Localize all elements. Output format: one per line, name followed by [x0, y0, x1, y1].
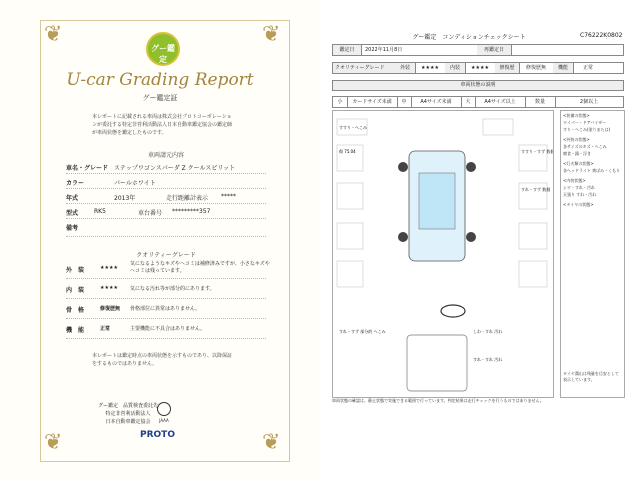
size-mid-desc: A4サイズ未満	[411, 97, 462, 107]
vehicle-year-row	[66, 190, 266, 204]
mileage-value: *****	[221, 193, 236, 200]
function-value: 正常	[582, 65, 593, 71]
grade-label: 内 装	[66, 287, 85, 294]
corner-flourish-bottom-right: ❦	[262, 430, 281, 455]
grade-label: 機 能	[66, 327, 85, 334]
legend-item: <外装の状態>	[563, 137, 590, 142]
model-label: 型式	[66, 210, 79, 217]
sheet-id: C76222K0802	[580, 32, 623, 39]
year-label: 年式	[66, 195, 79, 202]
vehicle-color-row	[66, 175, 266, 189]
recheck-label: 再鑑定日	[477, 45, 512, 55]
spacer	[66, 306, 266, 319]
report-subtitle: グー鑑定証	[142, 94, 178, 102]
color-value: パールホワイト	[114, 180, 156, 187]
parts-label: 数量	[525, 97, 556, 107]
legend-item: ワイパー・ドアバイザー	[563, 120, 607, 125]
corner-flourish-top-right: ❦	[262, 22, 281, 47]
legend-item: 腐食・錆・浮き	[563, 151, 591, 156]
exterior-label: 外装	[395, 63, 416, 73]
car-roof	[419, 173, 455, 229]
legend-item: <タイヤの状態>	[563, 202, 594, 207]
corner-flourish-bottom-left: ❦	[44, 430, 63, 455]
diagram-label: すすり・へこみ	[339, 125, 368, 130]
diagram-label: すれ・すず 部分的 へこみ	[339, 329, 386, 334]
quality-section-title: クオリティーグレード	[136, 252, 196, 259]
size-small-desc: カードサイズ未満	[347, 97, 398, 107]
year-value: 2013年	[114, 195, 136, 202]
diagram-label: すれ・すれ 汚れ	[473, 357, 503, 362]
diagram-label: すすり・すず 数個	[521, 149, 553, 154]
grade-stars: ★★★★	[100, 285, 118, 291]
goo-badge-icon	[146, 32, 180, 66]
wheel-rear-left-icon	[398, 232, 408, 242]
date-row	[332, 44, 624, 56]
size-row	[332, 96, 624, 108]
report-title: U-car Grading Report	[66, 70, 254, 90]
grade-desc: 気になる汚れ等が部分的にあります。	[130, 286, 215, 292]
grade-desc: 骨格部位に異常はありません。	[130, 306, 201, 312]
legend-item: 各サイズのキズ・へこみ	[563, 144, 607, 149]
check-sheet-panel	[324, 0, 640, 480]
grade-stars: 正常	[100, 326, 111, 332]
legend-item: 天張り すれ・汚れ	[563, 192, 597, 197]
sheet-title: グー鑑定 コンディションチェックシート	[412, 34, 526, 41]
function-label: 機能	[553, 63, 574, 73]
callout-box	[483, 119, 513, 135]
vehicle-name-row	[66, 160, 266, 174]
callout-box	[519, 223, 547, 249]
callout-box	[337, 183, 363, 209]
callout-box	[337, 261, 363, 287]
interior-value: ★★★★	[465, 63, 496, 73]
legend-item: <装備の状態>	[563, 113, 590, 118]
disclaimer-note: 本レポートは鑑定時点の車両状態を示すものであり、以降保証をするものではありません。	[92, 353, 233, 367]
legend-panel	[560, 110, 625, 398]
size-mid: 中	[397, 97, 412, 107]
corner-flourish-top-left: ❦	[44, 22, 63, 47]
chassis-label: 車台番号	[138, 210, 163, 217]
legend-item: <灯火類の状態>	[563, 161, 594, 166]
chassis-value: *********357	[172, 208, 211, 215]
grade-row-exterior	[66, 260, 270, 279]
interior-label: 内装	[445, 63, 466, 73]
proto-logo: PROTO	[140, 430, 175, 440]
grade-label: 外 装	[66, 267, 85, 274]
grade-row-interior	[66, 280, 266, 299]
legend-item: <内装状態>	[563, 178, 586, 183]
size-small: 小	[333, 97, 348, 107]
exterior-value: ★★★★	[415, 63, 446, 73]
steering-wheel-icon	[441, 305, 465, 317]
date-label: 鑑定日	[333, 45, 362, 55]
grade-row-function	[66, 320, 266, 339]
quality-row	[332, 62, 624, 74]
name-label: 車名・グレード	[66, 165, 109, 172]
status-section-title: 車両状態の説明	[332, 80, 624, 91]
color-label: カラー	[66, 180, 85, 187]
diagram-label: 傷 75.04	[339, 149, 356, 154]
legend-item: 各ヘッドライト 黄ばみ・くもり	[563, 168, 621, 173]
legend-item: すり・へこみ(塗りまたは)	[563, 127, 611, 132]
grade-desc: 主要機能に不具合はありません。	[130, 326, 206, 332]
mileage-label: 走行距離計表示	[166, 195, 209, 202]
car-diagram-svg	[333, 111, 553, 397]
vehicle-model-row	[66, 205, 266, 219]
diagram-label: しわ・すれ 汚れ	[473, 329, 503, 334]
repair-value: 修復歴無	[519, 63, 554, 73]
badge-text: グー鑑定	[151, 44, 175, 64]
grade-label: 骨 格	[66, 307, 85, 314]
parts-value: 2個以上	[579, 99, 599, 105]
date-value: 2022年11月8日	[361, 45, 478, 55]
jaaa-label: JAAA	[159, 418, 169, 423]
wheel-rear-right-icon	[466, 232, 476, 242]
legend-item: シワ・すれ・汚れ	[563, 185, 595, 190]
repair-label: 修復歴	[495, 63, 520, 73]
vehicle-diagram	[332, 110, 554, 398]
intro-text: 本レポートに記載される車両は株式会社プロトコーポレーションが委託する特定非営利活動法人日本自動車鑑定協会の鑑定師が車両状態を鑑定したものです。	[92, 114, 233, 136]
size-large-desc: A4サイズ以上	[475, 97, 526, 107]
sheet-footer: 車両状態の確認は、静止状態で実施できる範囲で行っています。判定結果は走行チェックを行うものではありません。	[332, 398, 544, 403]
wheel-front-left-icon	[398, 162, 408, 172]
size-large: 大	[461, 97, 476, 107]
org-text: グー鑑定 品質検査委託先 特定非営利活動法人 日本自動車鑑定協会	[98, 403, 159, 425]
callout-box	[337, 223, 363, 249]
callout-box	[519, 261, 547, 287]
remarks-label: 備考	[66, 225, 79, 232]
grade-stars: ★★★★	[100, 265, 118, 271]
vehicle-section-title: 車両請元内容	[147, 152, 184, 159]
model-value: RK5	[94, 208, 106, 215]
diagram-label: すれ・すず 数個	[521, 187, 551, 192]
grade-desc: 気になるようなキズやヘコミは補修済みですが、小さなキズやヘコミは残っています。	[130, 261, 270, 274]
quality-label: クオリティーグレード	[333, 63, 396, 73]
wheel-front-right-icon	[466, 162, 476, 172]
legend-item: タイヤ溝山は残量を目安として表示しています。	[563, 371, 619, 382]
jaaa-logo-icon	[157, 402, 171, 416]
grade-stars: 修復歴無	[100, 306, 121, 312]
car-interior	[407, 335, 467, 391]
name-value: ステップワゴンスパーダ Z クールスピリット	[114, 165, 236, 172]
vehicle-remarks-row	[66, 220, 266, 237]
